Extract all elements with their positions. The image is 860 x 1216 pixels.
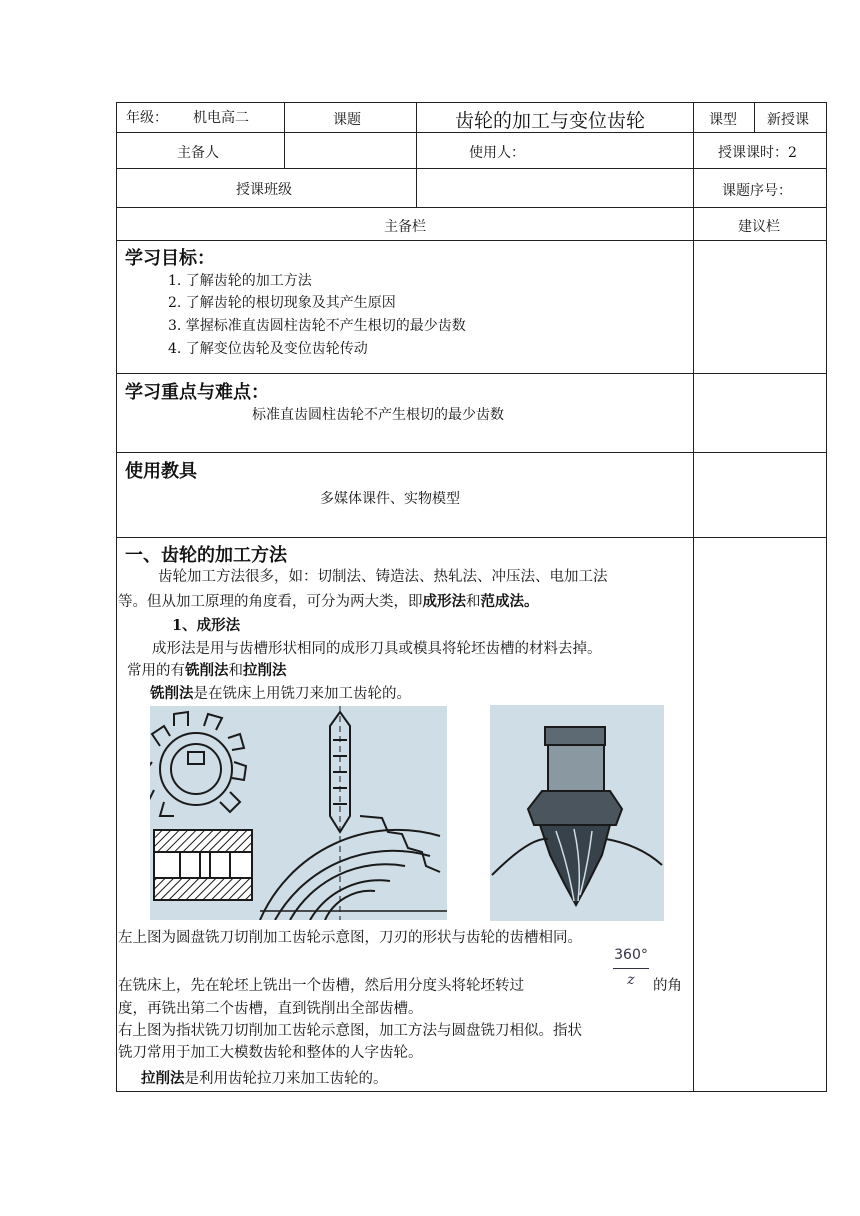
tools-text: 多媒体课件、实物模型 xyxy=(320,491,460,507)
paragraph-4-line-1a: 在铣床上，先在轮坯上铣出一个齿槽，然后用分度头将轮坯转过 xyxy=(118,978,524,994)
term-milling: 铣削法 xyxy=(150,685,194,702)
table-border xyxy=(754,102,755,132)
fraction-bar xyxy=(613,968,649,969)
paragraph-5-line-1: 右上图为指状铣刀切削加工齿轮示意图，加工方法与圆盘铣刀相似。指状 xyxy=(118,1023,582,1039)
table-border xyxy=(826,102,827,1092)
paragraph-1-line-1: 齿轮加工方法很多，如：切制法、铸造法、热轧法、冲压法、电加工法 xyxy=(158,569,608,585)
table-border xyxy=(116,452,827,453)
text-run: 和 xyxy=(228,663,243,679)
term-milling: 铣削法 xyxy=(185,662,229,679)
type-value: 新授课 xyxy=(767,112,809,128)
table-border xyxy=(116,207,827,208)
table-border xyxy=(116,102,827,103)
paragraph-1-line-2 xyxy=(118,591,539,613)
paragraph-4-line-1b: 的角 xyxy=(653,978,682,994)
finger-milling-cutter-figure xyxy=(490,705,664,921)
text-run: 等。但从加工原理的角度看，可分为两大类，即 xyxy=(118,594,423,610)
paragraph-3 xyxy=(150,683,411,705)
text-run: 和 xyxy=(466,594,481,610)
term-generating-method: 范成法。 xyxy=(480,593,539,610)
term-forming-method: 成形法 xyxy=(422,593,466,610)
goal-item: 2. 了解齿轮的根切现象及其产生原因 xyxy=(168,295,396,311)
table-border xyxy=(116,168,827,169)
term-broaching: 拉削法 xyxy=(243,662,287,679)
formula-numerator: 360° xyxy=(614,947,648,963)
table-border xyxy=(116,537,827,538)
paragraph-4-line-2: 度，再铣出第二个齿槽，直到铣削出全部齿槽。 xyxy=(118,1001,423,1017)
table-border xyxy=(284,102,285,168)
text-run: 是利用齿轮拉刀来加工齿轮的。 xyxy=(184,1071,388,1087)
preparer-label: 主备人 xyxy=(177,145,219,161)
goal-item: 4. 了解变位齿轮及变位齿轮传动 xyxy=(168,341,368,357)
lesson-title: 齿轮的加工与变位齿轮 xyxy=(455,110,646,132)
paragraph-5-line-2: 铣刀常用于加工大模数齿轮和整体的人字齿轮。 xyxy=(118,1045,423,1061)
hours-label: 授课课时：2 xyxy=(718,145,797,161)
goals-title: 学习目标： xyxy=(125,248,215,269)
goal-item: 1. 了解齿轮的加工方法 xyxy=(168,273,312,289)
finger-cutter-icon xyxy=(490,705,664,921)
advice-column-header: 建议栏 xyxy=(738,219,780,235)
grade-value: 机电高二 xyxy=(193,110,249,126)
table-border xyxy=(416,102,417,207)
disc-milling-cutter-figure xyxy=(150,706,447,920)
main-column-header: 主备栏 xyxy=(384,219,426,235)
subsection-heading: 1、成形法 xyxy=(172,617,241,634)
text-run: 是在铣床上用铣刀来加工齿轮的。 xyxy=(193,686,411,702)
fraction-formula xyxy=(611,947,651,995)
sequence-label: 课题序号： xyxy=(722,183,792,199)
table-border xyxy=(116,1091,827,1092)
paragraph-2-line-2 xyxy=(127,660,287,682)
grade-label: 年级： xyxy=(126,110,168,126)
key-points-title: 学习重点与难点： xyxy=(125,382,269,403)
table-border xyxy=(693,102,694,1092)
gear-diagram-icon xyxy=(150,706,447,920)
text-run: 常用的有 xyxy=(127,663,185,679)
key-points-text: 标准直齿圆柱齿轮不产生根切的最少齿数 xyxy=(252,407,504,423)
paragraph-6 xyxy=(141,1068,388,1090)
table-border xyxy=(116,102,117,1092)
topic-label: 课题 xyxy=(333,112,361,128)
user-label: 使用人： xyxy=(469,145,525,161)
formula-denominator: z xyxy=(627,972,635,988)
figure-caption-left: 左上图为圆盘铣刀切削加工齿轮示意图，刀刃的形状与齿轮的齿槽相同。 xyxy=(118,930,582,946)
type-label: 课型 xyxy=(709,112,737,128)
tools-title: 使用教具 xyxy=(125,461,197,482)
class-label: 授课班级 xyxy=(236,182,292,198)
paragraph-2-line-1: 成形法是用与齿槽形状相同的成形刀具或模具将轮坯齿槽的材料去掉。 xyxy=(152,641,602,657)
term-broaching: 拉削法 xyxy=(141,1070,185,1087)
table-border xyxy=(116,240,827,241)
table-border xyxy=(116,373,827,374)
goal-item: 3. 掌握标准直齿圆柱齿轮不产生根切的最少齿数 xyxy=(168,318,466,334)
section1-title: 一、齿轮的加工方法 xyxy=(125,545,287,566)
